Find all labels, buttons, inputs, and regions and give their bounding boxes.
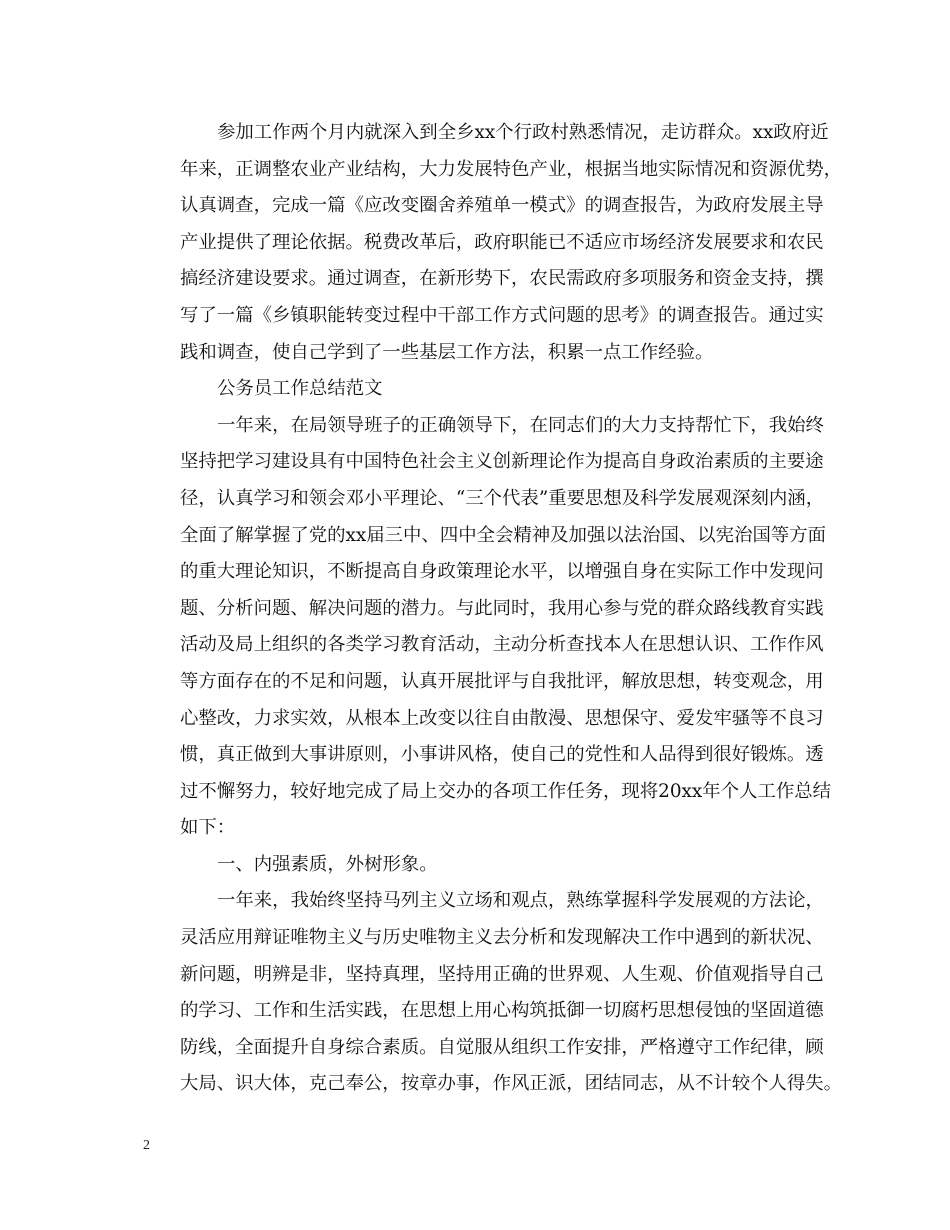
text-line: 搞经济建设要求。通过调查，在新形势下，农民需政府多项服务和资金支持，撰 (180, 268, 824, 290)
text-line: 写了一篇《乡镇职能转变过程中干部工作方式问题的思考》的调查报告。通过实 (180, 304, 824, 326)
page-number: 2 (143, 1138, 150, 1153)
text-line: 年来，正调整农业产业结构，大力发展特色产业，根据当地实际情况和资源优势， (180, 158, 843, 180)
text-line: 坚持把学习建设具有中国特色社会主义创新理论作为提高自身政治素质的主要途 (180, 451, 824, 473)
text-line: 题、分析问题、解决问题的潜力。与此同时，我用心参与党的群众路线教育实践 (180, 597, 824, 619)
text-line: 新问题，明辨是非，坚持真理，坚持用正确的世界观、人生观、价值观指导自己 (180, 963, 824, 985)
text-line: 践和调查，使自己学到了一些基层工作方法，积累一点工作经验。 (180, 341, 714, 363)
paragraph-marxism-stance (143, 883, 843, 1103)
text-line: 认真调查，完成一篇《应改变圈舍养殖单一模式》的调查报告，为政府发展主导 (180, 195, 824, 217)
text-line: 活动及局上组织的各类学习教育活动，主动分析查找本人在思想认识、工作作风 (180, 634, 824, 656)
text-line: 参加工作两个月内就深入到全乡xx个行政村熟悉情况，走访群众。xx政府近 (217, 122, 829, 143)
heading-text: 公务员工作总结范文 (217, 378, 383, 400)
text-line: 大局、识大体，克己奉公，按章办事，作风正派，团结同志，从不计较个人得失。 (180, 1073, 843, 1095)
section-heading-sample-summary (143, 371, 809, 408)
text-line: 过不懈努力，较好地完成了局上交办的各项工作任务，现将20xx年个人工作总结 (180, 780, 832, 802)
document-body (143, 115, 843, 1103)
text-line: 防线，全面提升自身综合素质。自觉服从组织工作安排，严格遵守工作纪律，顾 (180, 1036, 824, 1058)
paragraph-village-survey (143, 115, 843, 371)
text-line: 如下： (180, 817, 236, 839)
section-heading-quality-image (143, 847, 809, 884)
text-line: 一年来，我始终坚持马列主义立场和观点，熟练掌握科学发展观的方法论， (217, 890, 824, 912)
text-line: 一年来，在局领导班子的正确领导下，在同志们的大力支持帮忙下，我始终 (217, 414, 824, 436)
text-line: 的学习、工作和生活实践，在思想上用心构筑抵御一切腐朽思想侵蚀的坚固道德 (180, 1000, 824, 1022)
text-line: 心整改，力求实效，从根本上改变以往自由散漫、思想保守、爱发牢骚等不良习 (180, 707, 824, 729)
text-line: 的重大理论知识，不断提高自身政策理论水平，以增强自身在实际工作中发现问 (180, 561, 824, 583)
heading-text: 一、内强素质，外树形象。 (217, 853, 438, 875)
text-line: 径，认真学习和领会邓小平理论、“三个代表”重要思想及科学发展观深刻内涵， (180, 487, 825, 509)
text-line: 惯，真正做到大事讲原则，小事讲风格，使自己的党性和人品得到很好锻炼。透 (180, 744, 824, 766)
paragraph-year-review (143, 408, 832, 847)
text-line: 等方面存在的不足和问题，认真开展批评与自我批评，解放思想，转变观念，用 (180, 670, 824, 692)
text-line: 产业提供了理论依据。税费改革后，政府职能已不适应市场经济发展要求和农民 (180, 231, 824, 253)
text-line: 灵活应用辩证唯物主义与历史唯物主义去分析和发现解决工作中遇到的新状况、 (180, 927, 824, 949)
text-line: 全面了解掌握了党的xx届三中、四中全会精神及加强以法治国、以宪治国等方面 (180, 524, 827, 546)
